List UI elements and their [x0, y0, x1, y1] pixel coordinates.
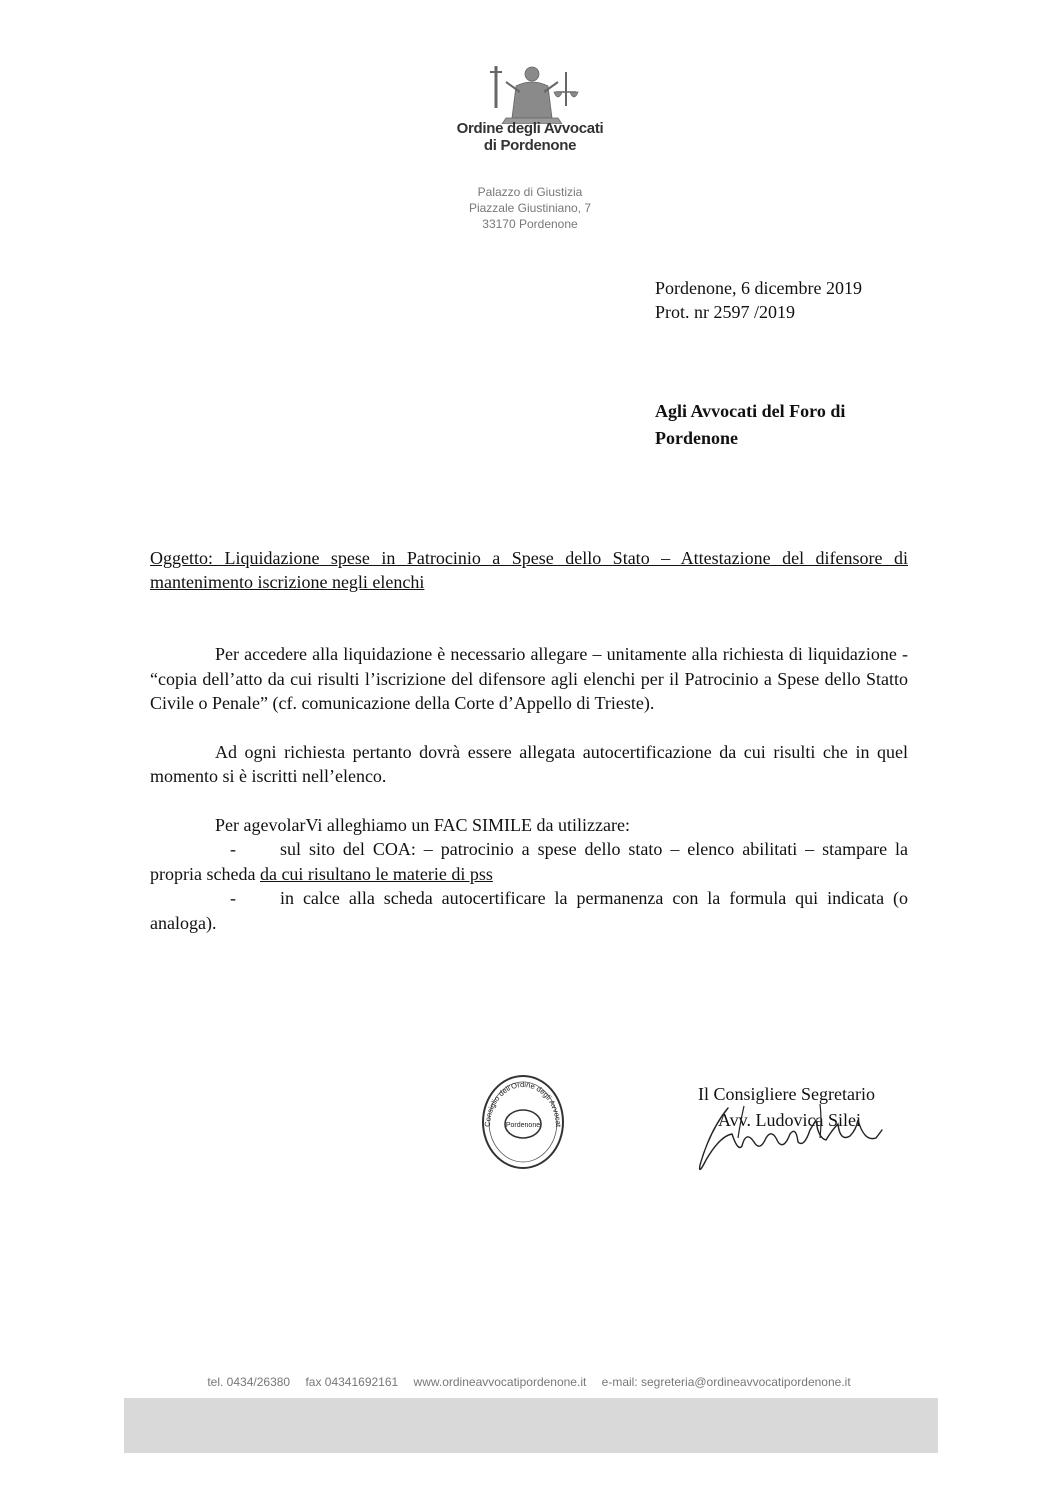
- org-name-line2: di Pordenone: [483, 137, 577, 154]
- address-line: Palazzo di Giustizia: [477, 185, 583, 199]
- handwritten-signature: [680, 1090, 900, 1180]
- footer-email[interactable]: e-mail: segreteria@ordineavvocatipordenone.it: [601, 1375, 851, 1389]
- footer-contacts: [120, 1375, 938, 1389]
- place-date: Pordenone, 6 dicembre 2019: [655, 278, 862, 298]
- date-block: [655, 276, 862, 324]
- address-line: 33170 Pordenone: [482, 217, 578, 231]
- list-item-underlined-text: da cui risultano le materie di pss: [259, 863, 493, 884]
- footer-phone: tel. 0434/26380: [207, 1375, 291, 1389]
- stamp-ring-text: Consiglio dell'Ordine degli Avvocat: [482, 1079, 564, 1128]
- list-item-text: in calce alla scheda autocertificare la permanenza con la formula qui indicata (o analoga).: [150, 888, 908, 933]
- organization-address: [430, 184, 630, 232]
- official-stamp-icon: [480, 1072, 566, 1172]
- organization-name: [430, 120, 630, 154]
- list-item: [150, 886, 908, 935]
- org-name-line1: Ordine degli Avvocati: [456, 120, 604, 137]
- body-paragraph: Per accedere alla liquidazione è necessario allegare – unitamente alla richiesta di liquidazione - “copia dell’atto da cui risulti l’iscrizione del difensore agli elenchi per il Patrocinio a Spese dello Statto Civile o Penale” (cf. comunicazione della Corte d’Appello di Trieste).: [150, 644, 908, 713]
- svg-text:Consiglio dell'Ordine degli Av: [480, 1072, 563, 1128]
- body-paragraph: Ad ogni richiesta pertanto dovrà essere allegata autocertificazione da cui risulti che in quel momento si è iscritti nell’elenco.: [150, 741, 908, 786]
- list-intro: Per agevolarVi alleghiamo un FAC SIMILE da utilizzare:: [215, 814, 630, 835]
- recipient: Agli Avvocati del Foro di Pordenone: [655, 401, 846, 448]
- list-item: [150, 837, 908, 886]
- justice-figure-icon: [476, 62, 588, 124]
- subject-line: Oggetto: Liquidazione spese in Patrocinio a Spese dello Stato – Attestazione del difensore di mantenimento iscrizione negli elenchi: [150, 548, 908, 592]
- stamp-center-text: Pordenone: [505, 1122, 541, 1129]
- signature-name: Avv. Ludovica Silei: [718, 1110, 861, 1130]
- list-item-text: sul sito del COA: – patrocinio a spese dello stato – elenco abilitati – stampare la propria scheda: [150, 839, 908, 884]
- address-line: Piazzale Giustiniano, 7: [468, 201, 592, 215]
- footer-band: [124, 1398, 938, 1453]
- signature-title: Il Consigliere Segretario: [698, 1084, 875, 1104]
- list-marker: -: [230, 888, 236, 908]
- letter-body: [150, 642, 908, 935]
- protocol-number: Prot. nr 2597 /2019: [655, 302, 796, 322]
- list-marker: -: [230, 839, 236, 859]
- footer-website[interactable]: www.ordineavvocatipordenone.it: [413, 1375, 587, 1389]
- footer-fax: fax 04341692161: [305, 1375, 399, 1389]
